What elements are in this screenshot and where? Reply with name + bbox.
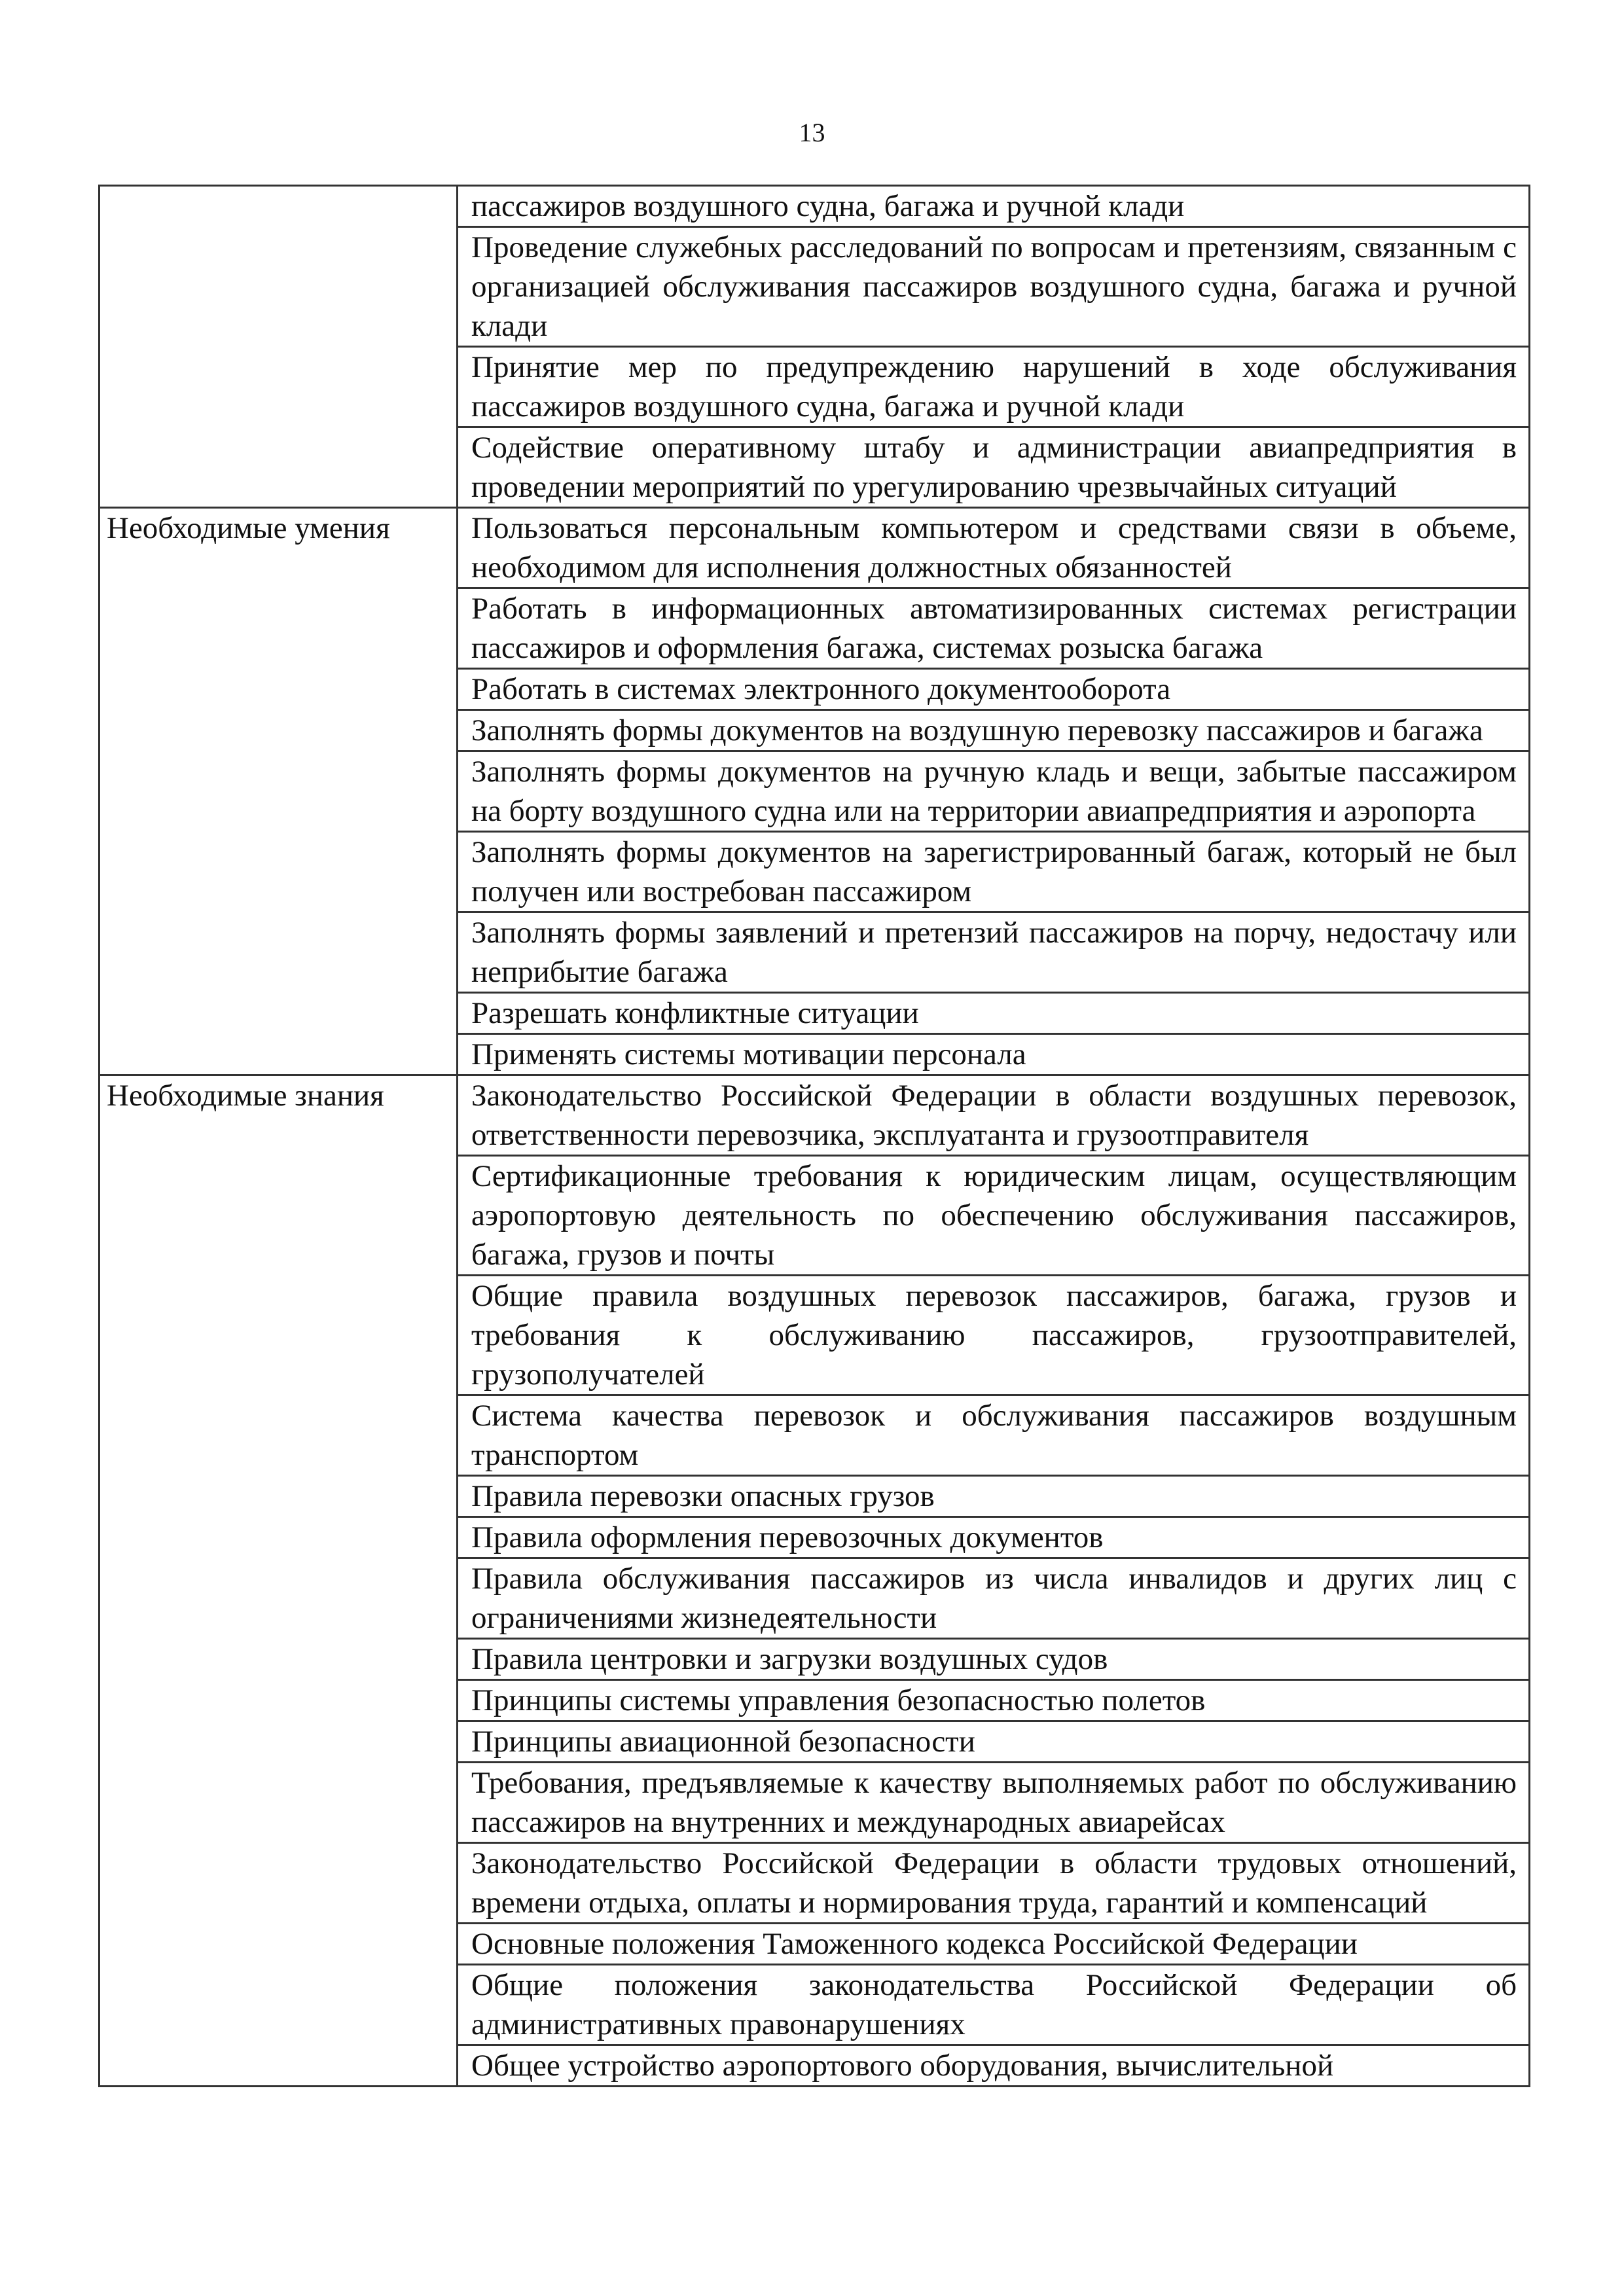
requirement-text: пассажиров воздушного судна, багажа и ручной клади <box>471 189 1185 223</box>
section-label: Необходимые знания <box>107 1079 384 1113</box>
requirement-cell <box>458 1763 1530 1843</box>
requirement-cell <box>458 1843 1530 1924</box>
requirement-cell <box>458 186 1530 227</box>
requirement-text: Содействие оперативному штабу и администрации авиапредприятия в проведении мероприятий по урегулированию чрезвычайных ситуаций <box>471 431 1517 504</box>
requirement-cell <box>458 1639 1530 1680</box>
requirement-text: Принятие мер по предупреждению нарушений в ходе обслуживания пассажиров воздушного судна, багажа и ручной клади <box>471 350 1517 423</box>
requirement-text: Законодательство Российской Федерации в области трудовых отношений, времени отдыха, оплаты и нормирования труда, гарантий и компенсаций <box>471 1846 1517 1920</box>
requirement-cell <box>458 1395 1530 1476</box>
requirement-cell <box>458 832 1530 912</box>
requirement-cell <box>458 1517 1530 1558</box>
requirement-cell <box>458 912 1530 993</box>
requirement-cell <box>458 751 1530 832</box>
requirement-cell <box>458 227 1530 347</box>
requirement-text: Правила центровки и загрузки воздушных судов <box>471 1642 1108 1676</box>
requirement-cell <box>458 1075 1530 1156</box>
requirement-text: Общие правила воздушных перевозок пассажиров, багажа, грузов и требования к обслуживанию пассажиров, грузоотправителей, грузополучателей <box>471 1279 1517 1391</box>
requirement-text: Заполнять формы документов на зарегистрированный багаж, который не был получен или востребован пассажиром <box>471 835 1517 908</box>
requirement-text: Разрешать конфликтные ситуации <box>471 996 919 1030</box>
requirement-cell <box>458 710 1530 751</box>
requirement-cell <box>458 2045 1530 2087</box>
requirement-cell <box>458 669 1530 710</box>
table-row <box>99 1075 1530 1156</box>
requirement-text: Правила оформления перевозочных документов <box>471 1520 1104 1554</box>
requirement-text: Проведение служебных расследований по вопросам и претензиям, связанным с организацией обслуживания пассажиров воздушного судна, багажа и ручной клади <box>471 230 1517 343</box>
requirement-text: Принципы авиационной безопасности <box>471 1725 975 1759</box>
requirement-text: Работать в системах электронного документооборота <box>471 672 1171 706</box>
requirement-text: Основные положения Таможенного кодекса Российской Федерации <box>471 1927 1358 1961</box>
requirement-cell <box>458 1156 1530 1276</box>
requirement-text: Законодательство Российской Федерации в области воздушных перевозок, ответственности перевозчика, эксплуатанта и грузоотправителя <box>471 1079 1517 1152</box>
requirement-cell <box>458 993 1530 1034</box>
section-label: Необходимые умения <box>107 511 390 545</box>
requirement-cell <box>458 347 1530 427</box>
requirement-text: Общее устройство аэропортового оборудования, вычислительной <box>471 2049 1334 2083</box>
requirement-cell <box>458 1276 1530 1395</box>
requirement-text: Сертификационные требования к юридическим лицам, осуществляющим аэропортовую деятельность по обеспечению обслуживания пассажиров, багажа, грузов и почты <box>471 1159 1517 1272</box>
requirement-text: Заполнять формы документов на воздушную перевозку пассажиров и багажа <box>471 713 1483 747</box>
requirement-cell <box>458 1924 1530 1965</box>
requirement-text: Работать в информационных автоматизированных системах регистрации пассажиров и оформления багажа, системах розыска багажа <box>471 592 1517 665</box>
requirement-cell <box>458 1034 1530 1075</box>
requirement-text: Правила перевозки опасных грузов <box>471 1479 935 1513</box>
requirement-text: Требования, предъявляемые к качеству выполняемых работ по обслуживанию пассажиров на внутренних и международных авиарейсах <box>471 1766 1517 1839</box>
table-row <box>99 186 1530 227</box>
requirement-text: Принципы системы управления безопасностью полетов <box>471 1683 1206 1717</box>
requirement-cell <box>458 1476 1530 1517</box>
requirement-text: Правила обслуживания пассажиров из числа инвалидов и других лиц с ограничениями жизнедеятельности <box>471 1562 1517 1635</box>
section-label-cell <box>99 1075 458 2087</box>
requirement-text: Заполнять формы документов на ручную кладь и вещи, забытые пассажиром на борту воздушного судна или на территории авиапредприятия и аэропорта <box>471 755 1517 828</box>
requirements-table-body <box>99 186 1530 2087</box>
section-label-cell <box>99 508 458 1075</box>
requirement-cell <box>458 1680 1530 1721</box>
requirements-table <box>98 185 1530 2087</box>
requirement-text: Применять системы мотивации персонала <box>471 1037 1026 1071</box>
requirement-cell <box>458 508 1530 588</box>
section-label-cell <box>99 186 458 508</box>
requirement-text: Общие положения законодательства Российской Федерации об административных правонарушениях <box>471 1968 1517 2041</box>
requirement-cell <box>458 427 1530 508</box>
requirement-cell <box>458 588 1530 669</box>
requirement-cell <box>458 1558 1530 1639</box>
requirement-cell <box>458 1721 1530 1763</box>
requirement-text: Пользоваться персональным компьютером и средствами связи в объеме, необходимом для исполнения должностных обязанностей <box>471 511 1517 584</box>
page-number: 13 <box>799 118 825 147</box>
requirement-cell <box>458 1965 1530 2045</box>
requirement-text: Система качества перевозок и обслуживания пассажиров воздушным транспортом <box>471 1399 1517 1472</box>
requirement-text: Заполнять формы заявлений и претензий пассажиров на порчу, недостачу или неприбытие багажа <box>471 916 1517 989</box>
table-row <box>99 508 1530 588</box>
